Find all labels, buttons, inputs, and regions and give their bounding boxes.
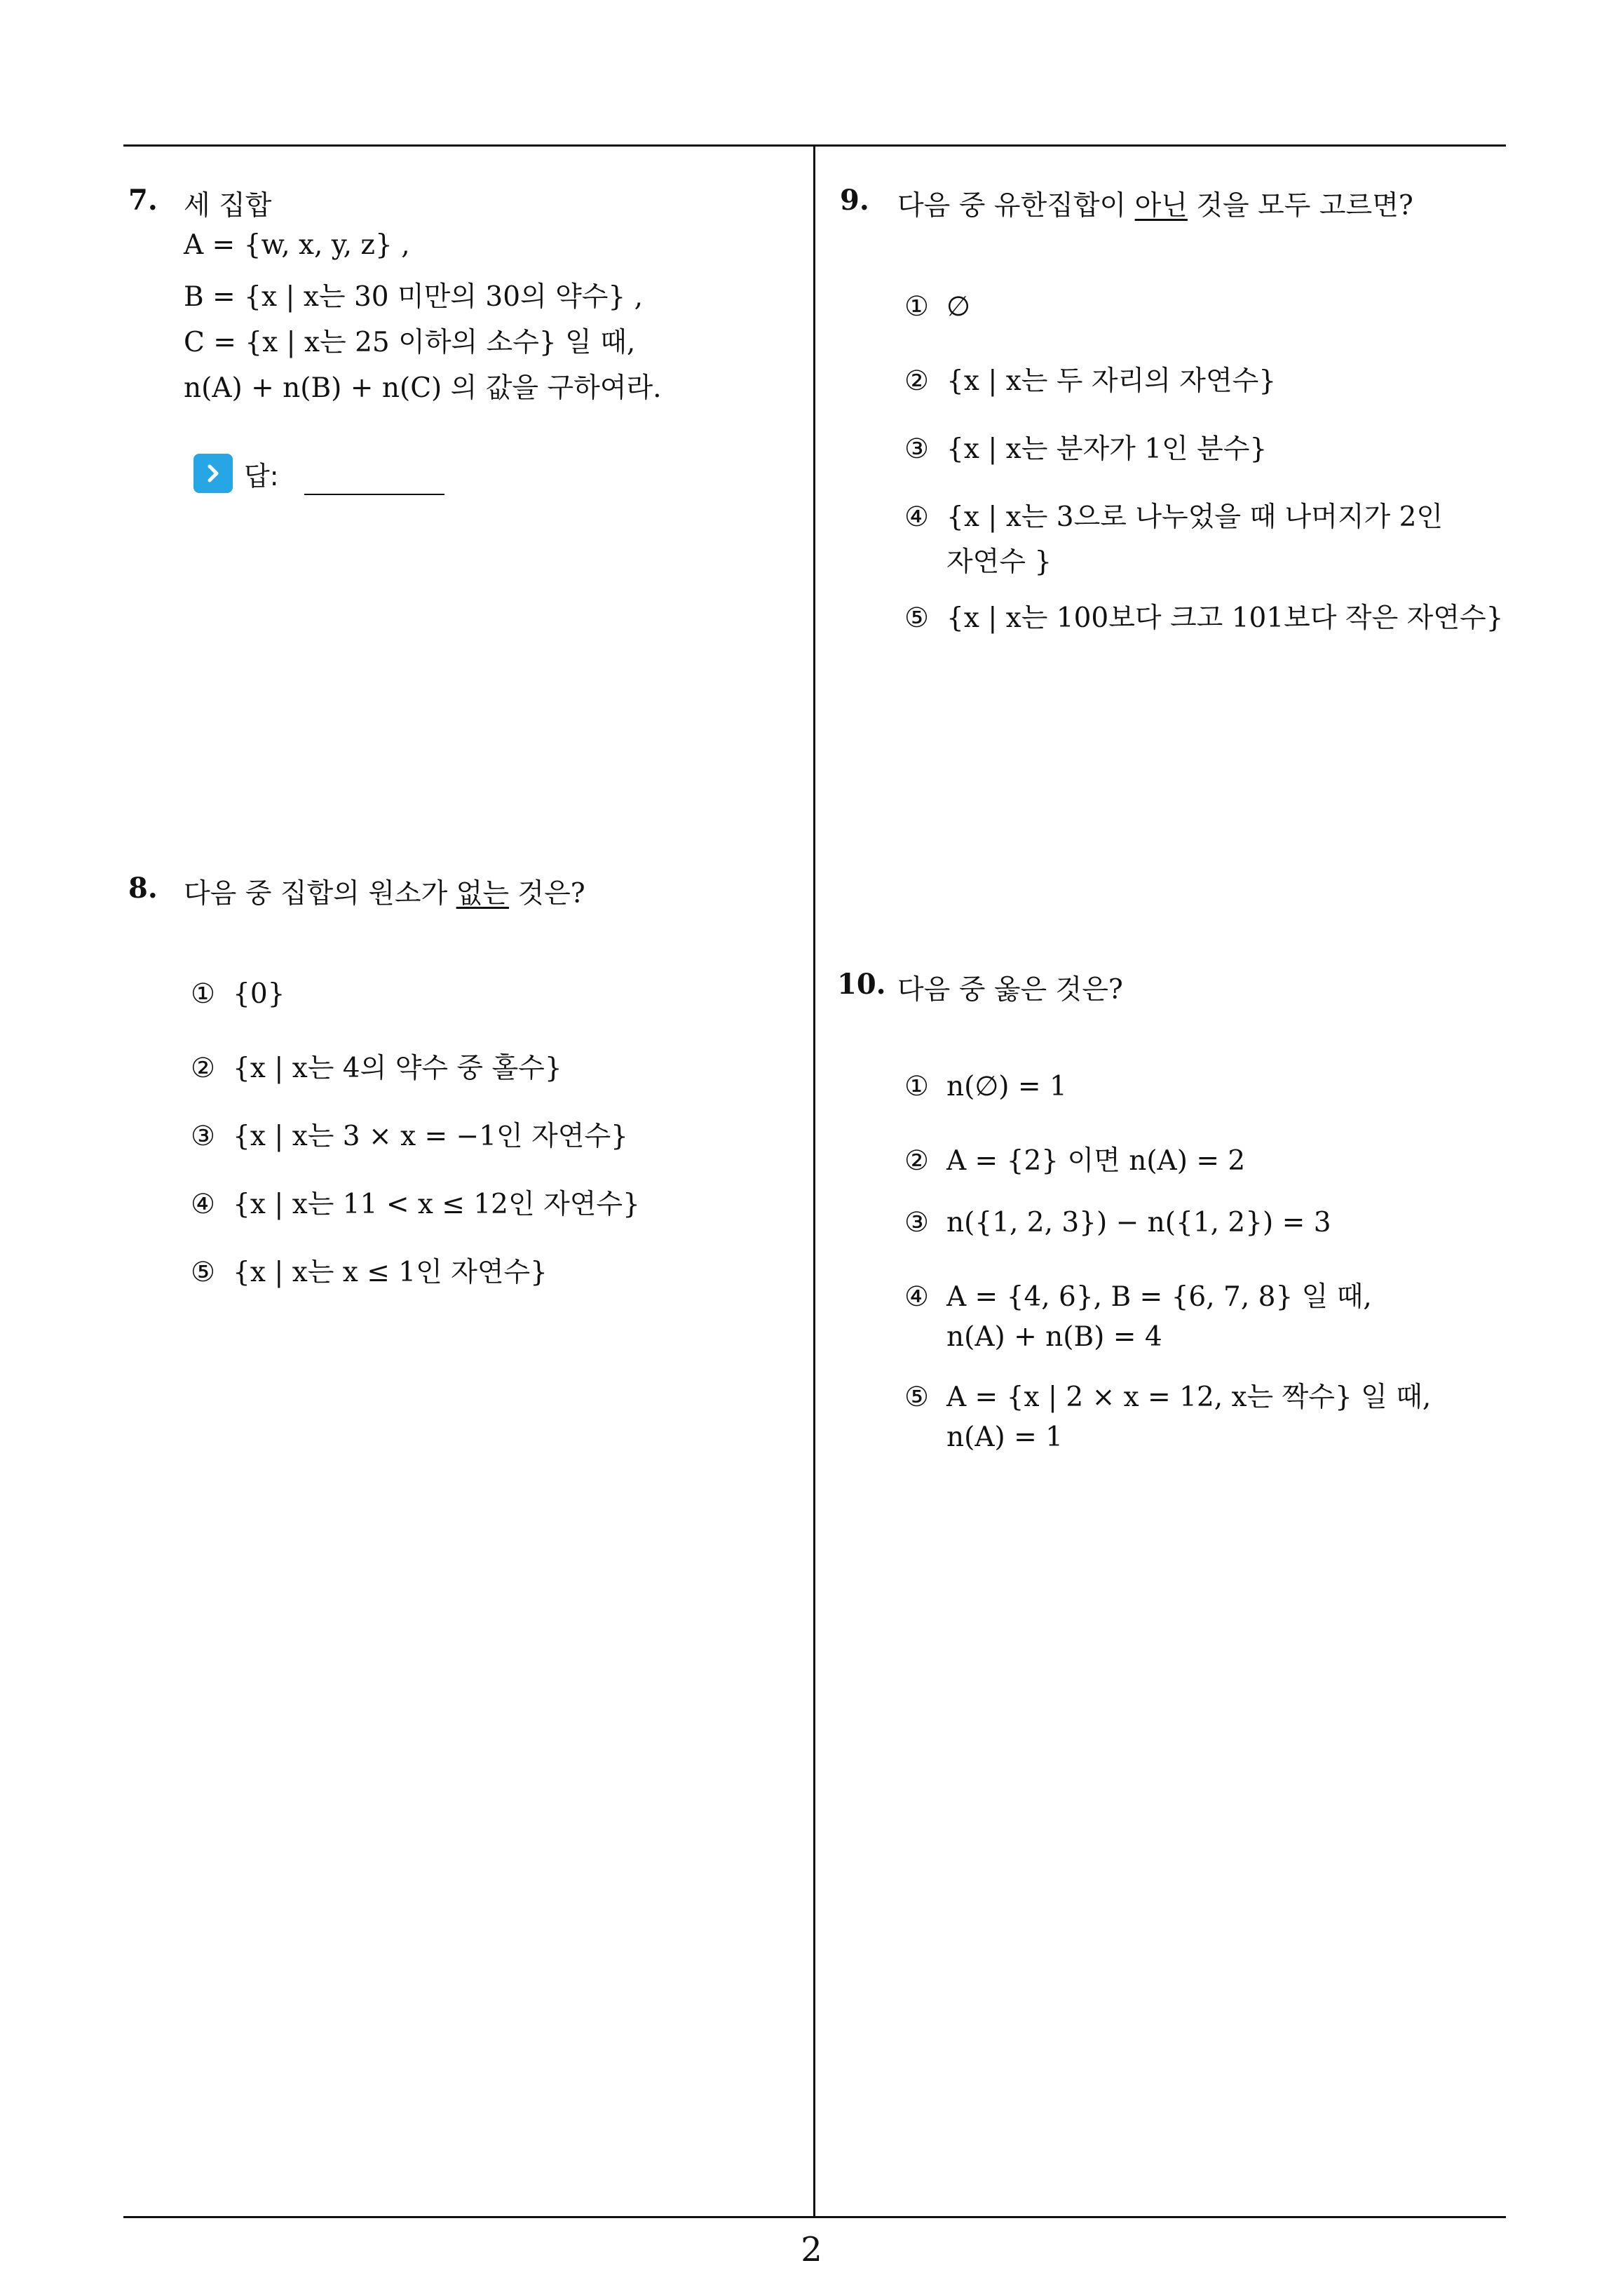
question-number-8: 8.: [128, 872, 158, 905]
q9-prompt: 다음 중 유한집합이 아닌 것을 모두 고르면?: [897, 190, 1413, 222]
q10-choice-2[interactable]: ② A = {2} 이면 n(A) = 2: [904, 1145, 1246, 1177]
q7-line-2: A = {w, x, y, z} ,: [184, 229, 410, 261]
q10-choice-5-continued: n(A) = 1: [946, 1422, 1063, 1453]
answer-blank[interactable]: [304, 494, 444, 495]
question-number-9: 9.: [840, 184, 869, 217]
q9-choice-1[interactable]: ① ∅: [904, 291, 970, 323]
q8-prompt-emphasis: 없는: [456, 878, 510, 910]
q10-choice-1[interactable]: ① n(∅) = 1: [904, 1071, 1067, 1102]
q9-prompt-emphasis: 아닌: [1134, 190, 1188, 222]
answer-label: 답:: [244, 460, 279, 492]
column-divider: [813, 145, 815, 2217]
q8-prompt: 다음 중 집합의 원소가 없는 것은?: [184, 878, 585, 910]
chevron-right-icon: [193, 454, 233, 493]
q9-choice-5[interactable]: ⑤ {x | x는 100보다 크고 101보다 작은 자연수}: [904, 602, 1504, 634]
q9-choice-4[interactable]: ④ {x | x는 3으로 나누었을 때 나머지가 2인: [904, 501, 1444, 533]
q8-choice-4[interactable]: ④ {x | x는 11 < x ≤ 12인 자연수}: [191, 1189, 640, 1220]
q10-prompt: 다음 중 옳은 것은?: [897, 974, 1123, 1006]
q8-choice-2[interactable]: ② {x | x는 4의 약수 중 홀수}: [191, 1053, 562, 1084]
q9-choice-2[interactable]: ② {x | x는 두 자리의 자연수}: [904, 365, 1277, 397]
question-number-7: 7.: [128, 184, 158, 217]
q9-choice-4-continued: 자연수 }: [946, 546, 1052, 578]
q10-choice-4[interactable]: ④ A = {4, 6}, B = {6, 7, 8} 일 때,: [904, 1281, 1372, 1313]
question-number-10: 10.: [837, 968, 886, 1001]
q10-choice-5[interactable]: ⑤ A = {x | 2 × x = 12, x는 짝수} 일 때,: [904, 1382, 1432, 1413]
q7-answer-row: [193, 451, 444, 496]
q8-choice-1[interactable]: ① {0}: [191, 978, 285, 1010]
q10-choice-4-continued: n(A) + n(B) = 4: [946, 1321, 1162, 1353]
q9-choice-3[interactable]: ③ {x | x는 분자가 1인 분수}: [904, 433, 1268, 465]
q7-line-1: 세 집합: [184, 190, 272, 222]
q10-choice-3[interactable]: ③ n({1, 2, 3}) − n({1, 2}) = 3: [904, 1207, 1331, 1238]
q7-line-5: n(A) + n(B) + n(C) 의 값을 구하여라.: [184, 372, 662, 404]
q7-line-3: B = {x | x는 30 미만의 30의 약수} ,: [184, 281, 644, 313]
page-number: 2: [801, 2230, 822, 2269]
q8-choice-3[interactable]: ③ {x | x는 3 × x = −1인 자연수}: [191, 1121, 628, 1152]
q7-line-4: C = {x | x는 25 이하의 소수} 일 때,: [184, 327, 636, 358]
q8-choice-5[interactable]: ⑤ {x | x는 x ≤ 1인 자연수}: [191, 1257, 548, 1288]
